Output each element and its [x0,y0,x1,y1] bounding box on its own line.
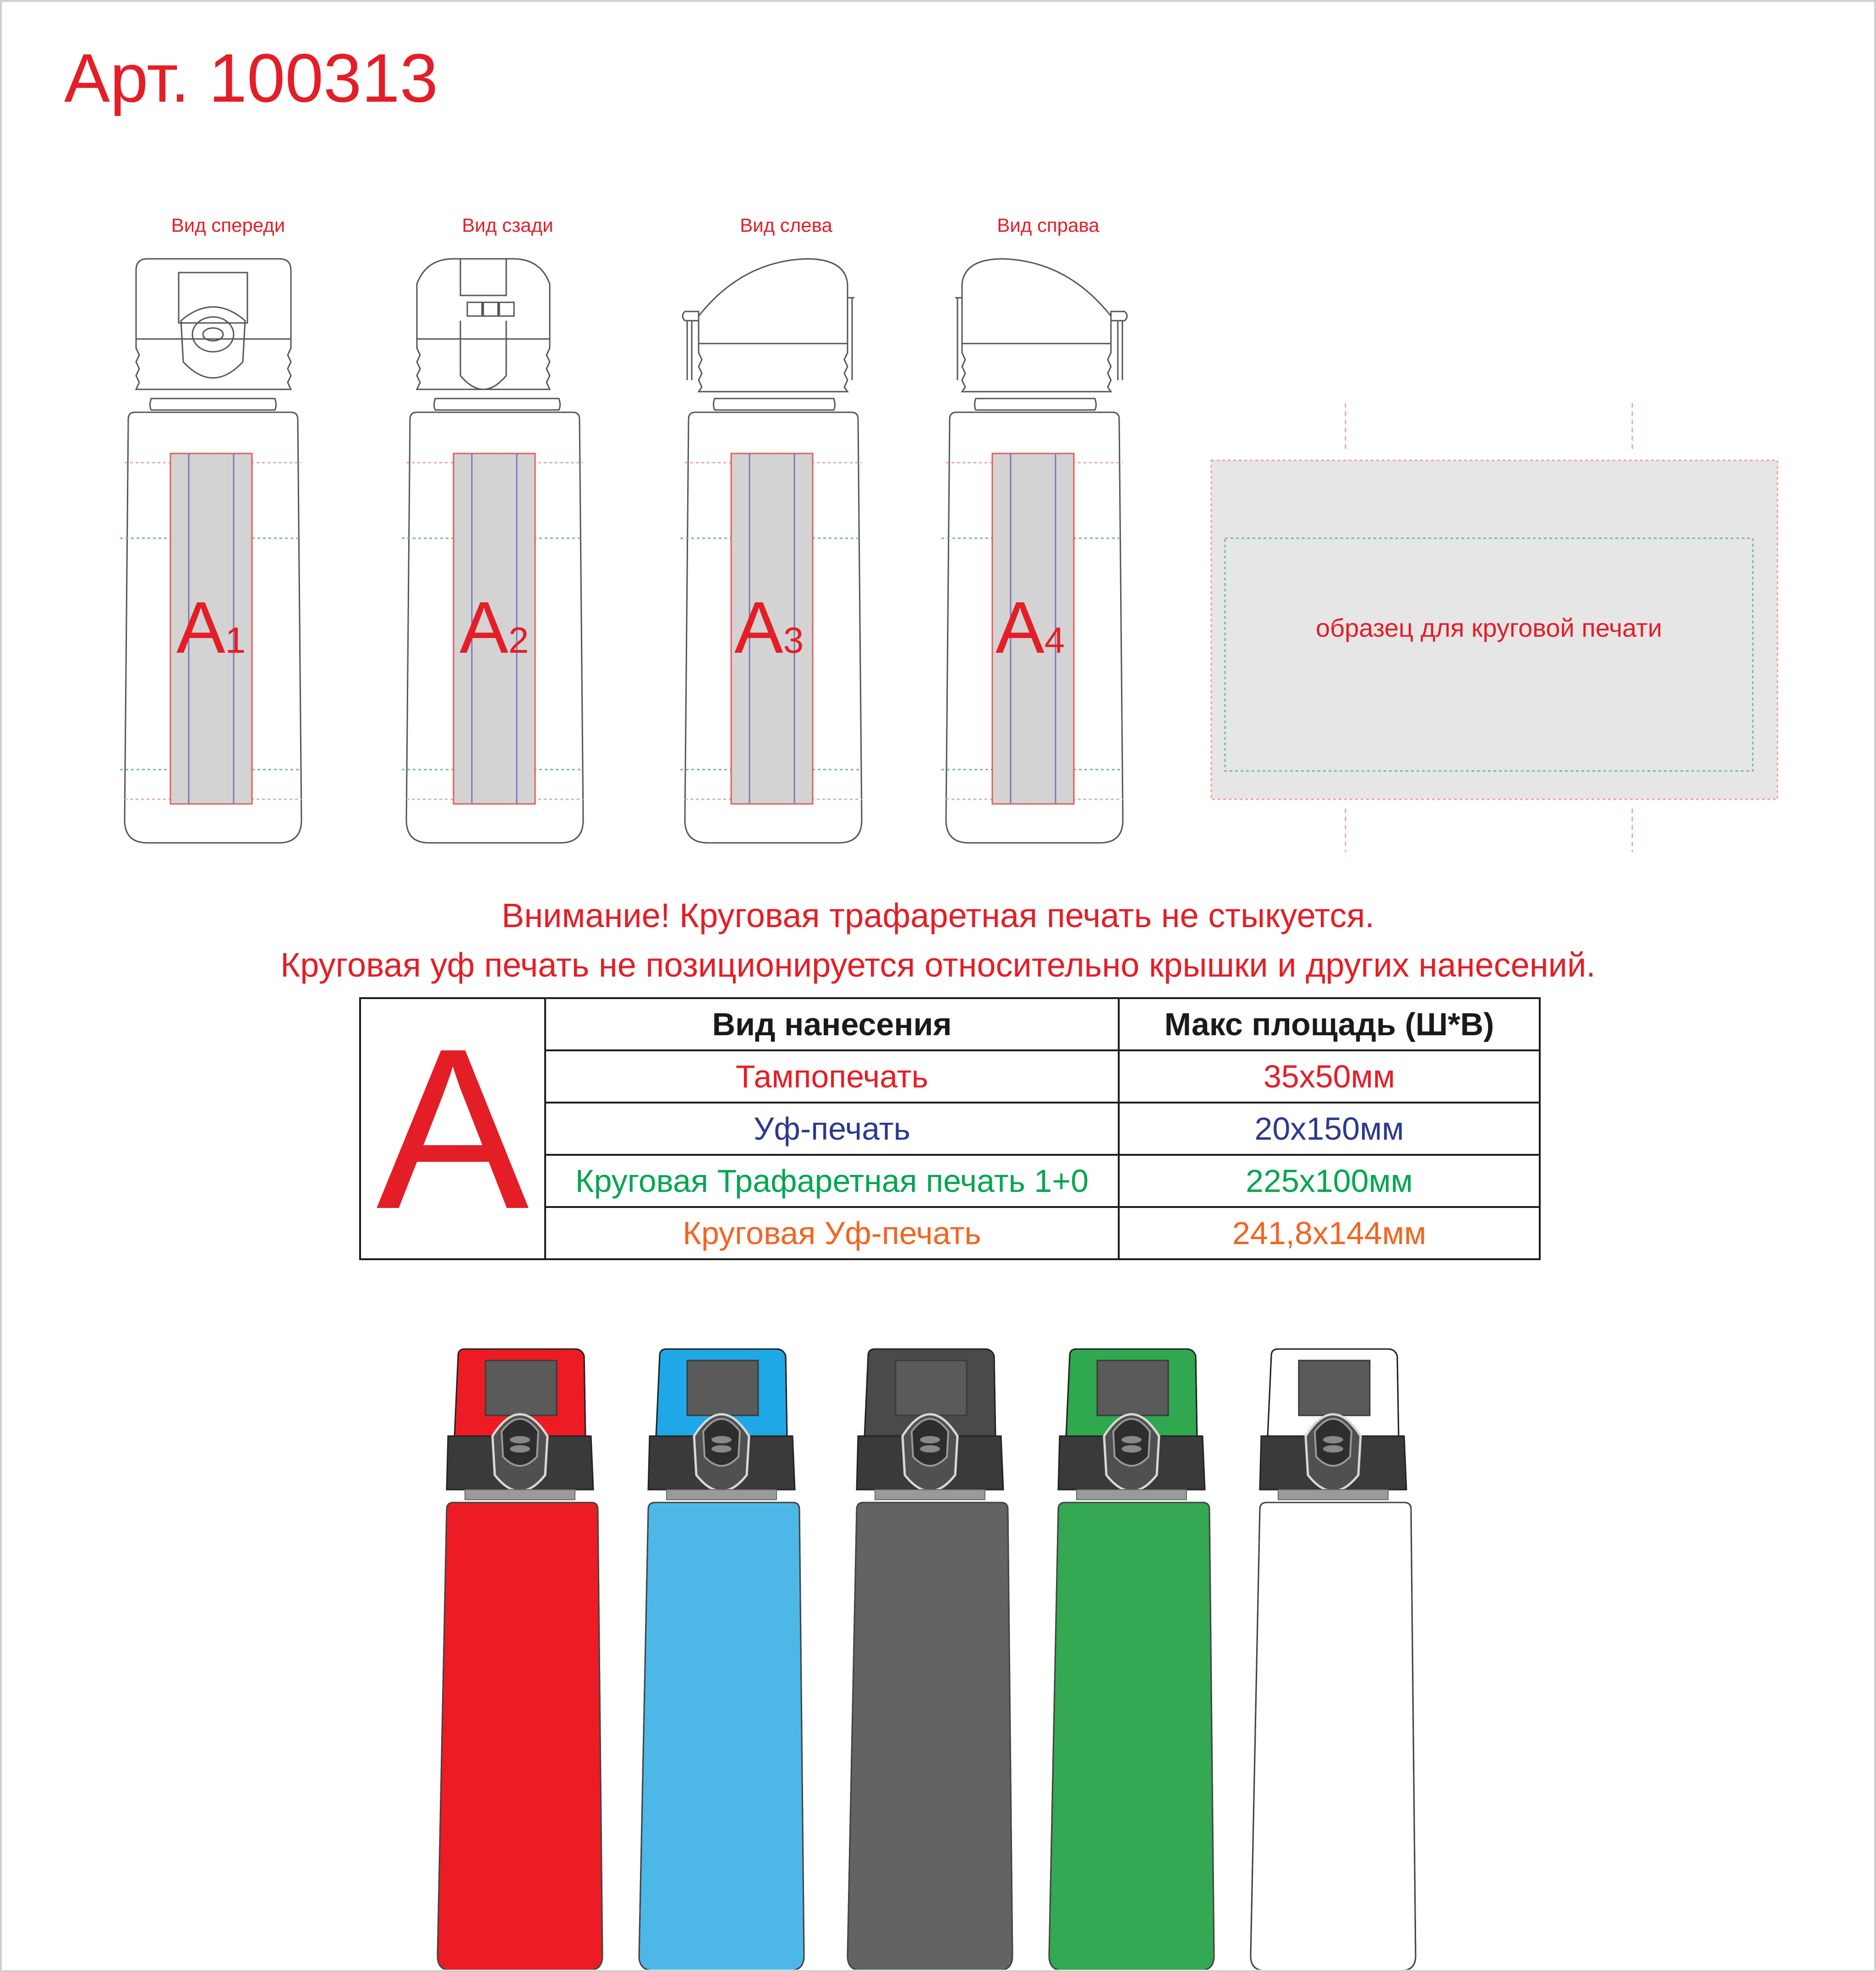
view-label-back: Вид сзади [462,214,553,236]
circular-sample-label: образец для круговой печати [1315,613,1663,642]
print-spec-table [359,997,1541,1260]
table-cell-method: Уф-печать [545,1103,1119,1155]
table-zone-letter: A [360,998,545,1259]
bottle-green [1049,1349,1214,1970]
color-variants [0,1328,1876,1970]
bottle-white [1251,1349,1416,1970]
bottle-light-blue [639,1349,804,1970]
zone-label-a3: A3 [734,586,804,668]
table-cell-area: 241,8х144мм [1119,1207,1540,1259]
table-cell-method: Круговая Уф-печать [545,1207,1119,1259]
table-cell-area: 225х100мм [1119,1155,1540,1207]
view-label-right: Вид справа [997,214,1099,236]
table-cell-method: Тампопечать [545,1050,1119,1103]
bottle-back-view [402,259,583,843]
table-header-area: Макс площадь (Ш*В) [1119,998,1540,1050]
bottle-right-view [941,259,1127,843]
table-cell-area: 20х150мм [1119,1103,1540,1155]
view-label-front: Вид спереди [171,214,285,236]
zone-label-a1: A1 [176,586,246,668]
table-header-method: Вид нанесения [545,998,1119,1050]
zone-label-a2: A2 [459,586,529,668]
bottle-front-view [120,259,301,843]
warning-line-1: Внимание! Круговая трафаретная печать не стыкуется. [501,896,1375,934]
table-cell-method: Круговая Трафаретная печать 1+0 [545,1155,1119,1207]
technical-drawing [0,0,1876,916]
bottle-dark-grey [848,1349,1012,1970]
view-label-left: Вид слева [740,214,832,236]
bottle-left-view [680,259,862,843]
page-title: Арт. 100313 [64,39,438,116]
warning-line-2: Круговая уф печать не позиционируется относительно крышки и других нанесений. [280,946,1596,984]
bottle-red [438,1349,602,1970]
zone-label-a4: A4 [995,586,1065,668]
table-cell-area: 35х50мм [1119,1050,1540,1103]
